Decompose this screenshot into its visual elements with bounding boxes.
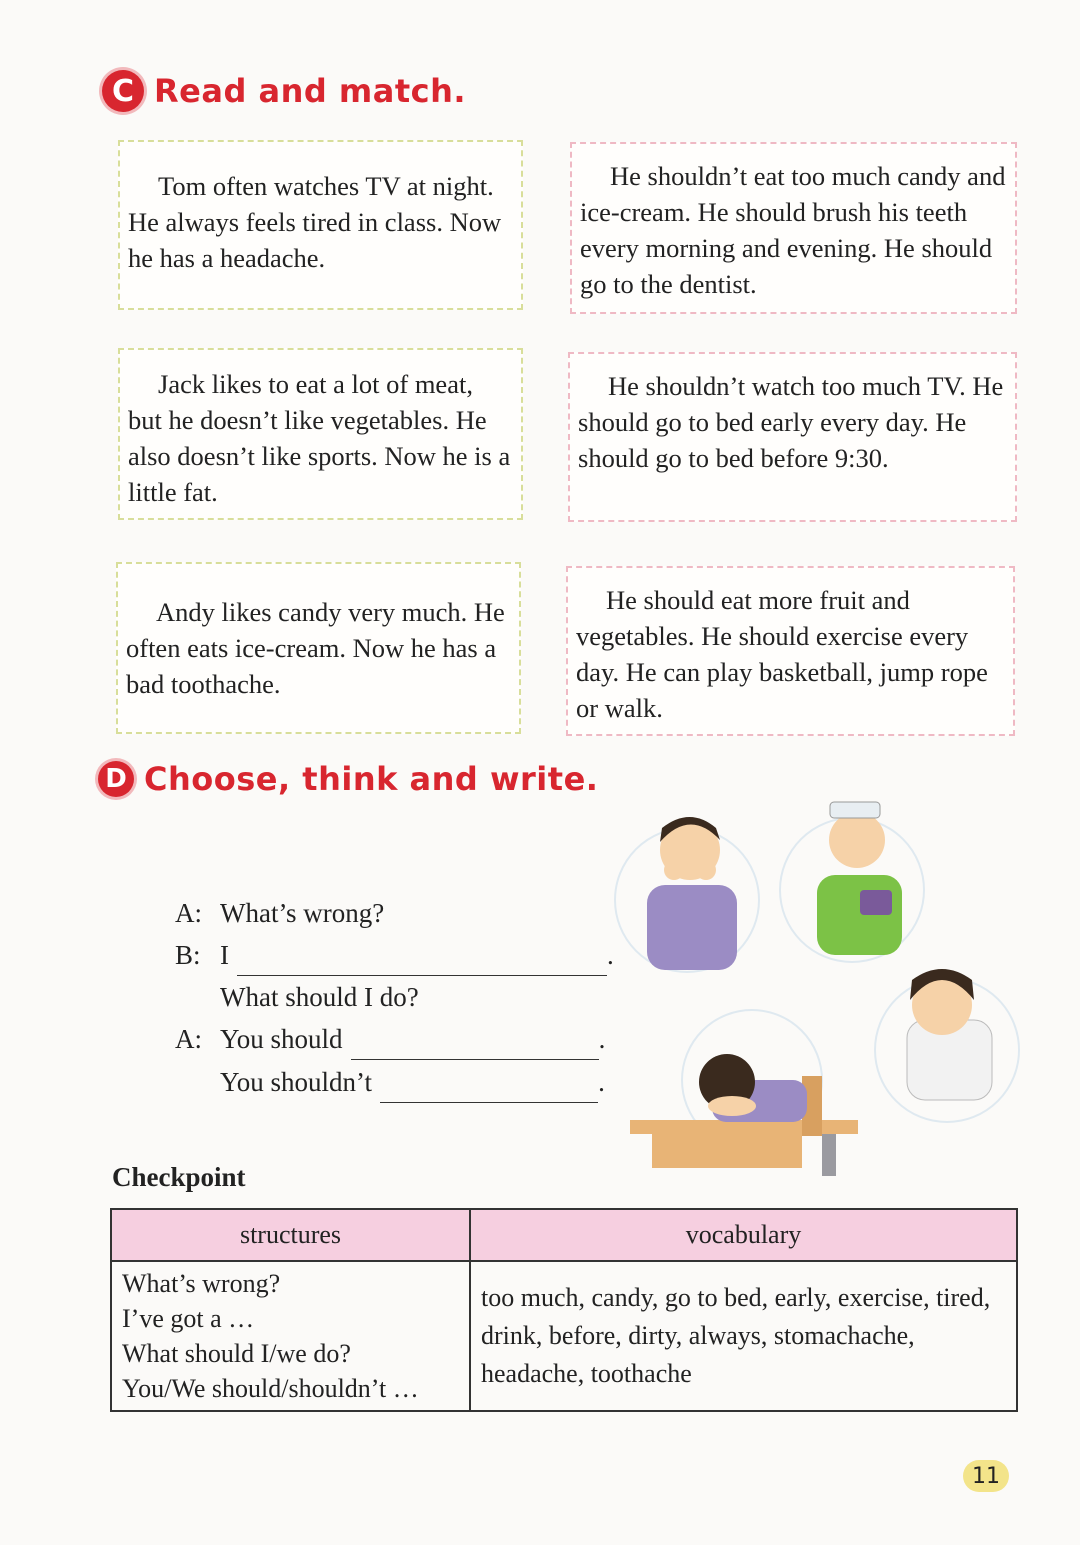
advice-card-candy[interactable] (570, 142, 1017, 314)
problem-card-jack[interactable] (118, 348, 523, 520)
section-d-title: Choose, think and write. (144, 760, 599, 798)
problem-card-text: Andy likes candy very much. He often eats ice-cream. Now he has a bad toothache. (126, 597, 505, 699)
checkpoint-table (110, 1208, 1018, 1412)
checkpoint-label: Checkpoint (112, 1162, 246, 1192)
section-c-title: Read and match. (154, 72, 467, 110)
answer-blank-2[interactable] (351, 1031, 599, 1060)
vocabulary-cell: too much, candy, go to bed, early, exercise, tired, drink, before, dirty, always, stomachache, headache, toothache (470, 1261, 1017, 1411)
section-d-header (98, 760, 598, 798)
dialog-line-2: B: I . (175, 934, 614, 976)
advice-card-tv[interactable] (568, 352, 1017, 522)
answer-blank-3[interactable] (380, 1074, 598, 1103)
advice-card-text: He shouldn’t eat too much candy and ice-cream. He should brush his teeth every morning and evening. He should go to the dentist. (580, 161, 1006, 299)
problem-card-text: Tom often watches TV at night. He always feels tired in class. Now he has a headache. (128, 171, 502, 273)
advice-card-text: He shouldn’t watch too much TV. He should go to bed early every day. He should go to bed before 9:30. (578, 371, 1004, 473)
answer-blank-1[interactable] (237, 947, 607, 976)
section-c-badge: C (102, 70, 144, 112)
problem-card-text: Jack likes to eat a lot of meat, but he doesn’t like vegetables. He also doesn’t like sports. Now he is a little fat. (128, 369, 511, 507)
section-c-header (102, 70, 466, 112)
stomachache-boy-icon (817, 802, 902, 955)
dialog-line-1: A: What’s wrong? (175, 898, 385, 928)
dialog-line-3: What should I do? (220, 982, 419, 1012)
headache-girl-icon (907, 969, 992, 1100)
illness-illustrations (612, 780, 1032, 1180)
problem-card-tom[interactable] (118, 140, 523, 310)
structures-cell: What’s wrong? I’ve got a … What should I/we do? You/We should/shouldn’t … (111, 1261, 470, 1411)
vocabulary-header: vocabulary (470, 1209, 1017, 1261)
problem-card-andy[interactable] (116, 562, 521, 734)
structures-header: structures (111, 1209, 470, 1261)
advice-card-text: He should eat more fruit and vegetables. He should exercise every day. He can play basketball, jump rope or walk. (576, 585, 988, 723)
dialog-line-5: You shouldn’t . (175, 1061, 605, 1103)
advice-card-exercise[interactable] (566, 566, 1015, 736)
page-number: 11 (963, 1460, 1009, 1492)
toothache-boy-icon (647, 817, 737, 970)
dialog-line-4: A: You should . (175, 1018, 605, 1060)
section-d-badge: D (98, 761, 134, 797)
tired-boy-icon (630, 1054, 858, 1176)
